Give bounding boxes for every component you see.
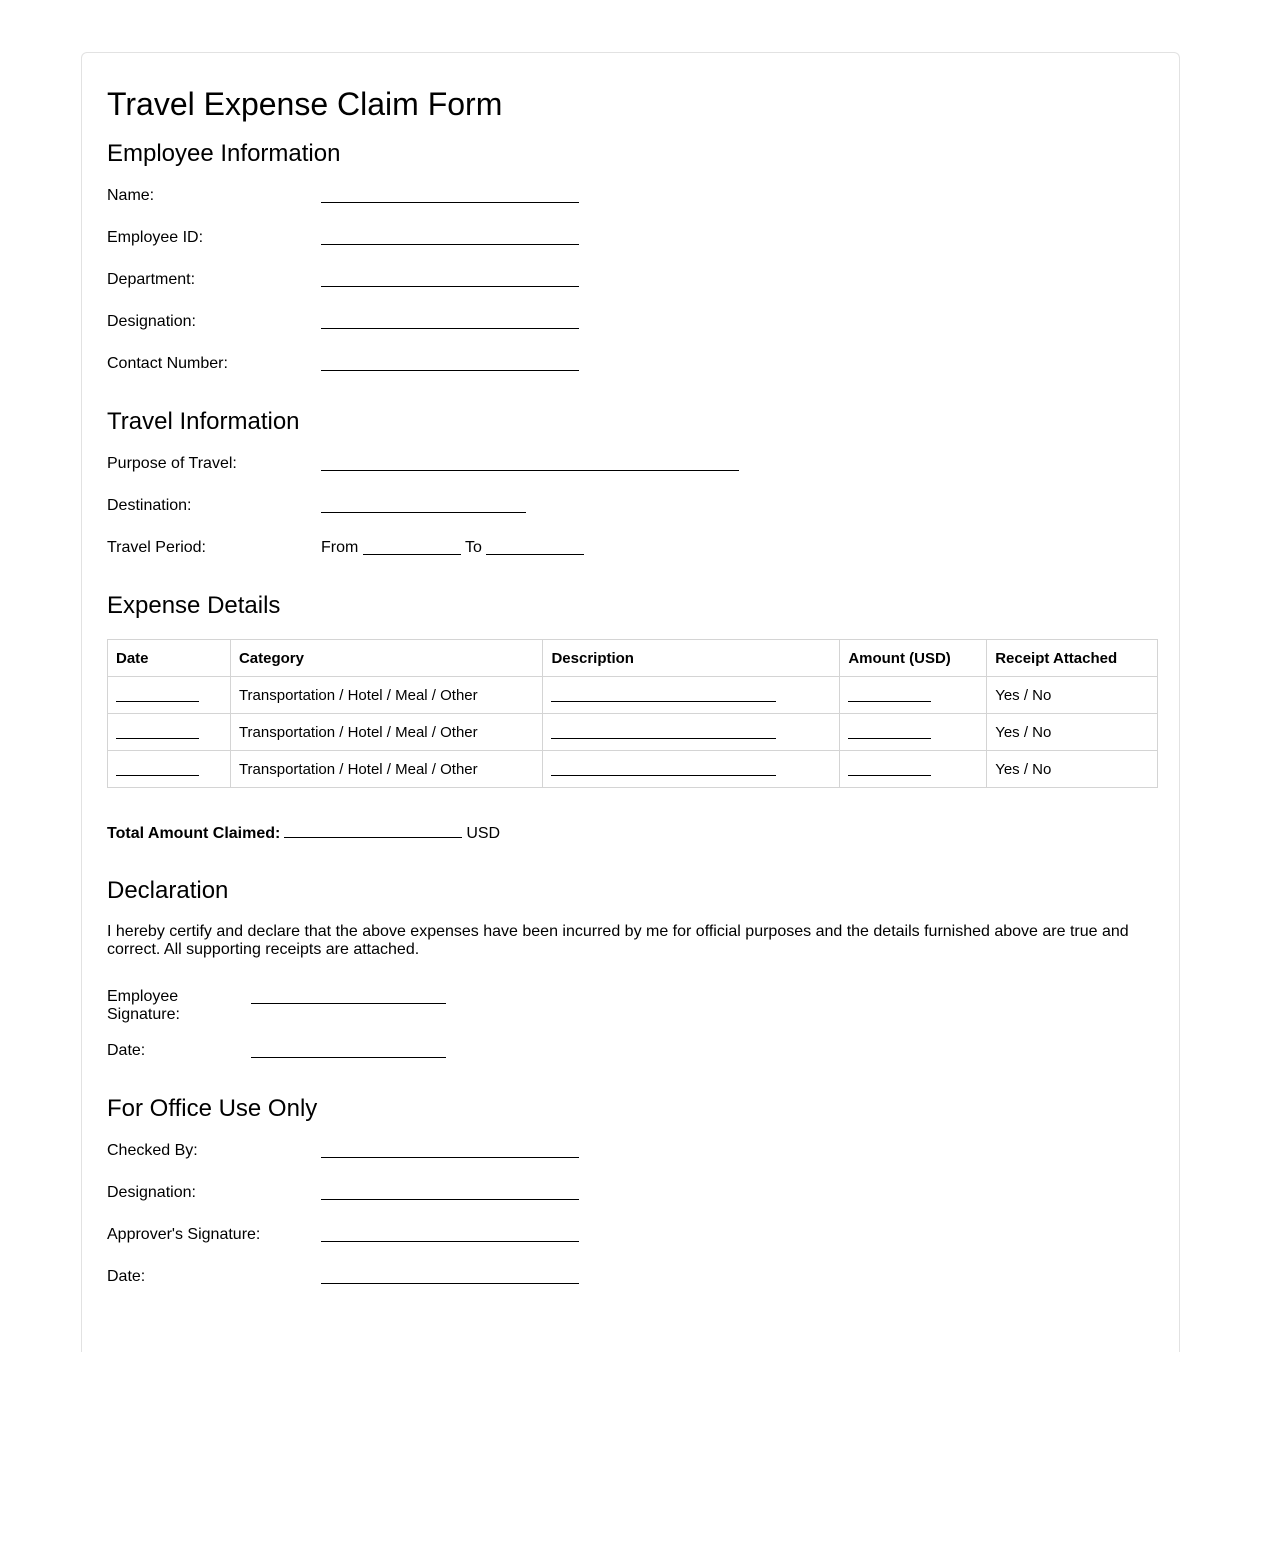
- col-amount: Amount (USD): [840, 640, 987, 677]
- date-cell: [108, 751, 231, 788]
- employee-info-heading: Employee Information: [107, 140, 341, 167]
- col-receipt: Receipt Attached: [987, 640, 1158, 677]
- office-designation-field[interactable]: [321, 1199, 579, 1200]
- name-label: Name:: [107, 187, 155, 204]
- total-amount-field[interactable]: [284, 823, 462, 838]
- amount-cell: [840, 751, 987, 788]
- declaration-date-field[interactable]: [251, 1057, 446, 1058]
- table-row: [108, 677, 1158, 714]
- expense-details-heading: Expense Details: [107, 592, 281, 619]
- receipt-cell: Yes / No: [987, 714, 1158, 751]
- date-field[interactable]: [116, 726, 199, 739]
- contact-number-label: Contact Number:: [107, 355, 228, 372]
- designation-label: Designation:: [107, 313, 196, 330]
- destination-field[interactable]: [321, 512, 526, 513]
- page-title: Travel Expense Claim Form: [107, 86, 503, 122]
- office-date-label: Date:: [107, 1268, 146, 1285]
- from-date-field[interactable]: [363, 554, 461, 555]
- category-cell: Transportation / Hotel / Meal / Other: [230, 714, 543, 751]
- declaration-text: I hereby certify and declare that the above expenses have been incurred by me for official purposes and the details furnished above are true and correct. All supporting receipts are attached.: [107, 923, 1129, 958]
- total-amount-label: Total Amount Claimed:: [107, 825, 281, 842]
- employee-signature-field[interactable]: [251, 1003, 446, 1004]
- to-date-field[interactable]: [486, 554, 584, 555]
- date-field[interactable]: [116, 763, 199, 776]
- amount-field[interactable]: [848, 689, 931, 702]
- expense-table: [107, 639, 1158, 788]
- expense-table-header: [108, 640, 1158, 677]
- total-currency: USD: [466, 825, 501, 842]
- form-card: [81, 52, 1180, 1352]
- to-label: To: [465, 539, 482, 556]
- description-cell: [543, 677, 840, 714]
- table-row: [108, 751, 1158, 788]
- office-use-heading: For Office Use Only: [107, 1095, 318, 1122]
- checked-by-label: Checked By:: [107, 1142, 198, 1159]
- name-field[interactable]: [321, 202, 579, 203]
- table-row: [108, 714, 1158, 751]
- amount-field[interactable]: [848, 763, 931, 776]
- description-cell: [543, 751, 840, 788]
- approver-signature-label: Approver's Signature:: [107, 1226, 261, 1243]
- destination-label: Destination:: [107, 497, 192, 514]
- contact-number-field[interactable]: [321, 370, 579, 371]
- amount-cell: [840, 677, 987, 714]
- category-cell: Transportation / Hotel / Meal / Other: [230, 751, 543, 788]
- department-label: Department:: [107, 271, 196, 288]
- department-field[interactable]: [321, 286, 579, 287]
- col-category: Category: [230, 640, 543, 677]
- declaration-heading: Declaration: [107, 877, 229, 904]
- employee-signature-label: Employee Signature:: [107, 988, 180, 1023]
- designation-field[interactable]: [321, 328, 579, 329]
- purpose-field[interactable]: [321, 470, 739, 471]
- description-cell: [543, 714, 840, 751]
- from-label: From: [321, 539, 359, 556]
- date-cell: [108, 714, 231, 751]
- employee-id-field[interactable]: [321, 244, 579, 245]
- travel-period-label: Travel Period:: [107, 539, 206, 556]
- office-date-field[interactable]: [321, 1283, 579, 1284]
- declaration-date-label: Date:: [107, 1042, 146, 1059]
- col-description: Description: [543, 640, 840, 677]
- travel-info-heading: Travel Information: [107, 408, 300, 435]
- receipt-cell: Yes / No: [987, 751, 1158, 788]
- date-field[interactable]: [116, 689, 199, 702]
- amount-cell: [840, 714, 987, 751]
- approver-signature-field[interactable]: [321, 1241, 579, 1242]
- checked-by-field[interactable]: [321, 1157, 579, 1158]
- date-cell: [108, 677, 231, 714]
- receipt-cell: Yes / No: [987, 677, 1158, 714]
- description-field[interactable]: [551, 763, 776, 776]
- purpose-label: Purpose of Travel:: [107, 455, 237, 472]
- description-field[interactable]: [551, 726, 776, 739]
- office-designation-label: Designation:: [107, 1184, 196, 1201]
- col-date: Date: [108, 640, 231, 677]
- employee-id-label: Employee ID:: [107, 229, 204, 246]
- total-amount-row: [107, 823, 500, 843]
- amount-field[interactable]: [848, 726, 931, 739]
- category-cell: Transportation / Hotel / Meal / Other: [230, 677, 543, 714]
- description-field[interactable]: [551, 689, 776, 702]
